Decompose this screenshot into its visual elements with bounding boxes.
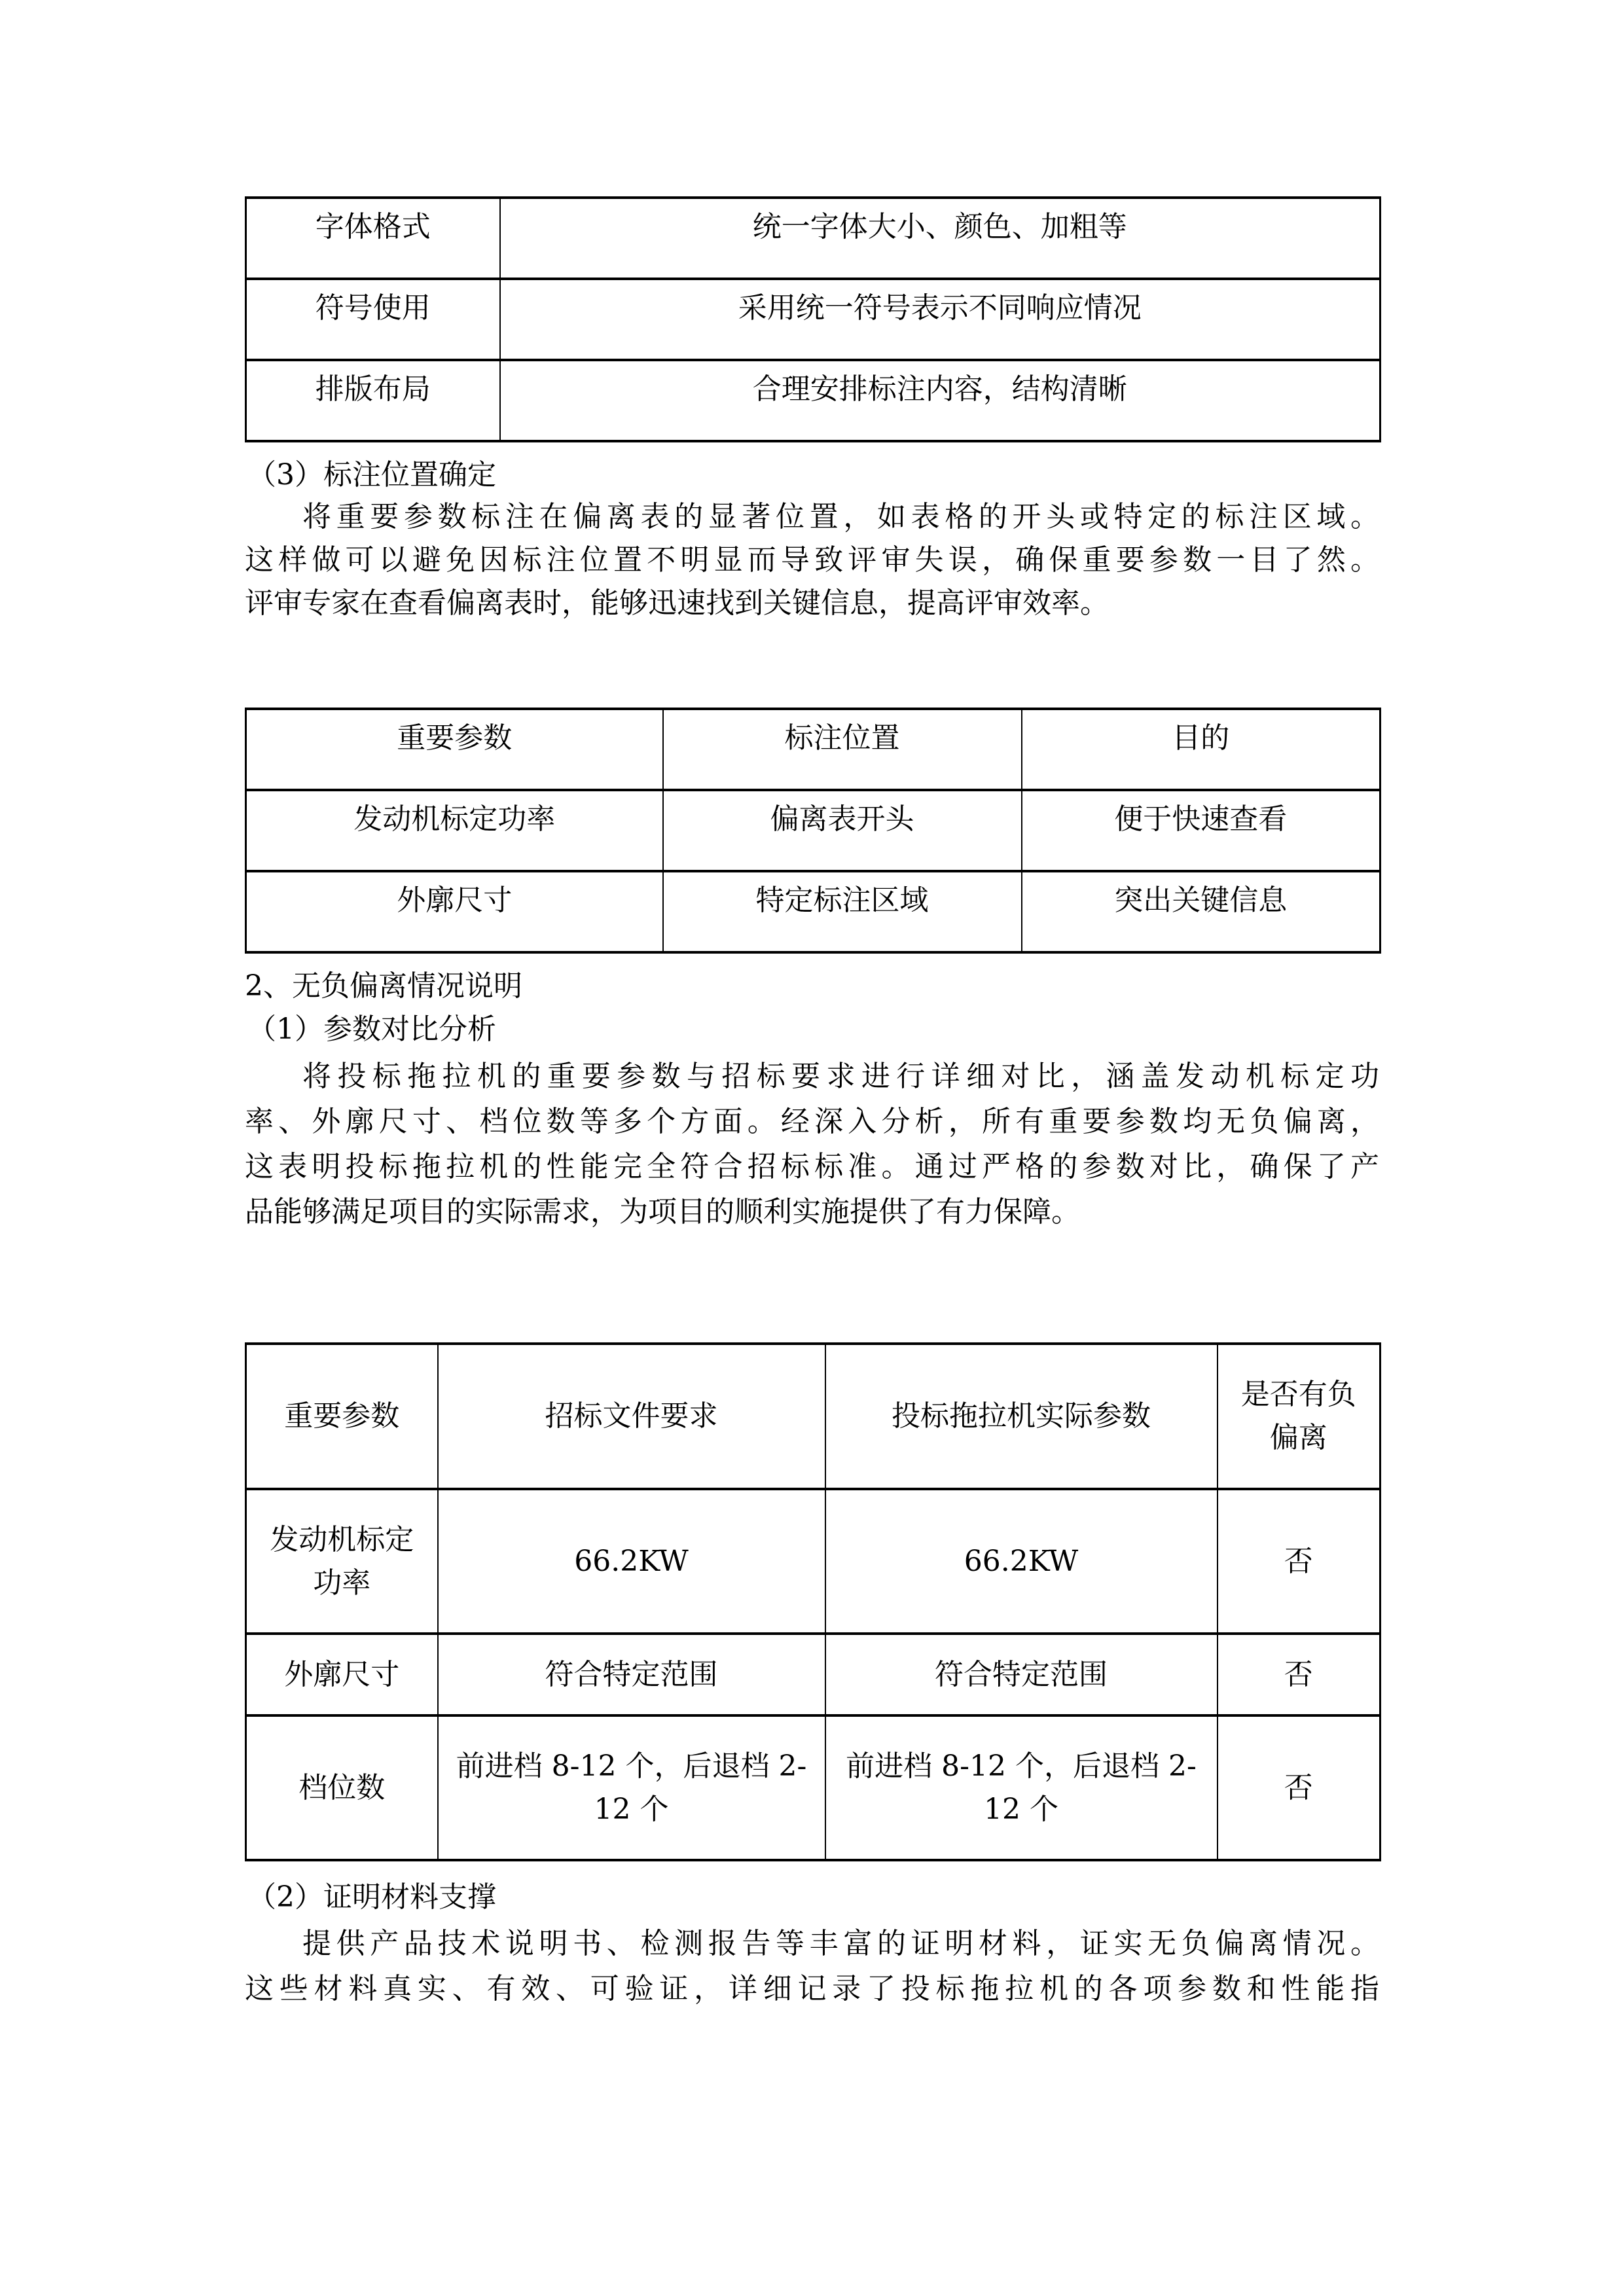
table-header-cell: 重要参数 — [246, 1344, 438, 1489]
format-desc: 统一字体大小、颜色、加粗等 — [752, 210, 1127, 243]
format-desc: 采用统一符号表示不同响应情况 — [738, 291, 1142, 325]
table-cell: 否 — [1218, 1715, 1380, 1860]
paragraph-line: 这样做可以避免因标注位置不明显而导致评审失误，确保重要参数一目了然。 — [245, 543, 1379, 577]
table-header-cell: 重要参数 — [246, 709, 663, 790]
table-cell: 符合特定范围 — [438, 1634, 825, 1715]
table-row — [246, 1715, 1380, 1860]
table-cell: 突出关键信息 — [1022, 871, 1380, 952]
table-cell — [500, 198, 1380, 279]
table-cell: 66.2KW — [438, 1489, 825, 1634]
table-row — [246, 1634, 1380, 1715]
table-cell: 外廓尺寸 — [246, 1634, 438, 1715]
table-cell: 符合特定范围 — [825, 1634, 1218, 1715]
table-cell: 偏离表开头 — [663, 790, 1022, 871]
comparison-table — [245, 1342, 1381, 1861]
paragraph-line: 将投标拖拉机的重要参数与招标要求进行详细对比，涵盖发动机标定功 — [302, 1060, 1379, 1093]
table-cell — [246, 360, 500, 441]
table-cell — [500, 360, 1380, 441]
table-cell: 否 — [1218, 1489, 1380, 1634]
table-header-cell: 是否有负 偏离 — [1218, 1344, 1380, 1489]
table-row — [246, 790, 1380, 871]
table-cell: 档位数 — [246, 1715, 438, 1860]
paragraph-line: 提供产品技术说明书、检测报告等丰富的证明材料，证实无负偏离情况。 — [302, 1927, 1379, 1960]
paragraph — [245, 495, 1379, 625]
table-cell — [500, 279, 1380, 360]
table-cell: 前进档 8-12 个，后退档 2- 12 个 — [438, 1715, 825, 1860]
table-row — [246, 279, 1380, 360]
table-header-cell: 目的 — [1022, 709, 1380, 790]
table-cell — [246, 198, 500, 279]
table-cell: 前进档 8-12 个，后退档 2- 12 个 — [825, 1715, 1218, 1860]
subsection-heading: （1）参数对比分析 — [247, 1013, 496, 1046]
section-heading: （3）标注位置确定 — [247, 458, 496, 492]
table-header-row — [246, 1344, 1380, 1489]
paragraph-line: 评审专家在查看偏离表时，能够迅速找到关键信息，提高评审效率。 — [245, 586, 1109, 620]
table-row — [246, 871, 1380, 952]
table-cell: 发动机标定功率 — [246, 790, 663, 871]
subsection-heading: （2）证明材料支撑 — [247, 1880, 496, 1914]
table-header-cell: 招标文件要求 — [438, 1344, 825, 1489]
table-row — [246, 198, 1380, 279]
paragraph-line: 这表明投标拖拉机的性能完全符合招标标准。通过严格的参数对比，确保了产 — [245, 1150, 1379, 1183]
table-cell: 66.2KW — [825, 1489, 1218, 1634]
paragraph-line: 率、外廓尺寸、档位数等多个方面。经深入分析，所有重要参数均无负偏离， — [245, 1105, 1379, 1138]
table-row — [246, 1489, 1380, 1634]
table-row — [246, 360, 1380, 441]
position-table — [245, 708, 1381, 954]
format-item: 符号使用 — [315, 291, 431, 325]
table-cell: 否 — [1218, 1634, 1380, 1715]
paragraph — [245, 1054, 1379, 1234]
paragraph-line: 品能够满足项目的实际需求，为项目的顺利实施提供了有力保障。 — [245, 1195, 1080, 1229]
table-cell: 发动机标定 功率 — [246, 1489, 438, 1634]
table-header-cell: 标注位置 — [663, 709, 1022, 790]
paragraph-line: 这些材料真实、有效、可验证，详细记录了投标拖拉机的各项参数和性能指 — [245, 1972, 1379, 2005]
format-desc: 合理安排标注内容，结构清晰 — [752, 372, 1127, 406]
table-cell: 特定标注区域 — [663, 871, 1022, 952]
paragraph-line: 将重要参数标注在偏离表的显著位置，如表格的开头或特定的标注区域。 — [302, 500, 1379, 533]
section-heading: 2、无负偏离情况说明 — [245, 969, 522, 1003]
table-header-row — [246, 709, 1380, 790]
table-cell — [246, 279, 500, 360]
table-cell: 外廓尺寸 — [246, 871, 663, 952]
format-table — [245, 196, 1381, 442]
format-item: 字体格式 — [315, 210, 431, 243]
format-item: 排版布局 — [315, 372, 431, 406]
table-cell: 便于快速查看 — [1022, 790, 1380, 871]
paragraph — [245, 1921, 1379, 2011]
table-header-cell: 投标拖拉机实际参数 — [825, 1344, 1218, 1489]
